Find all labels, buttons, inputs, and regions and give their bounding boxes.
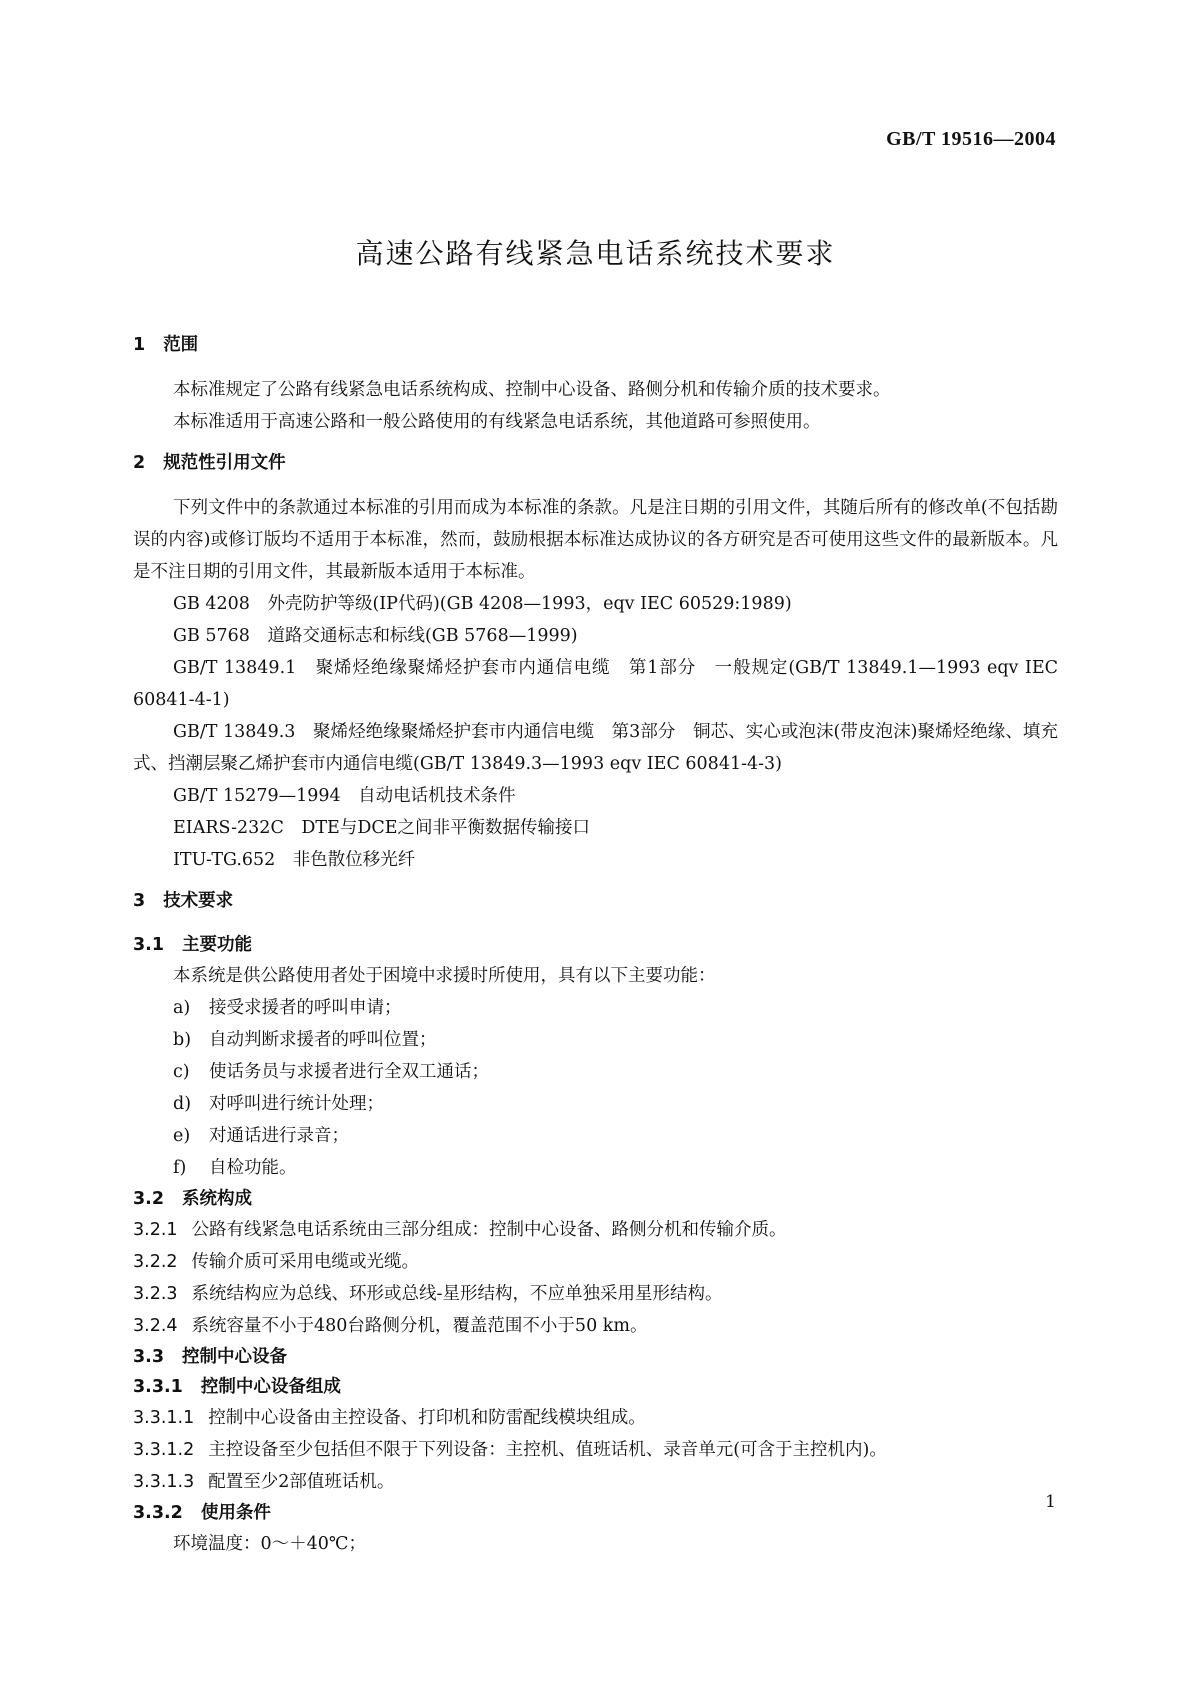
clause: 3.2.1 公路有线紧急电话系统由三部分组成：控制中心设备、路侧分机和传输介质。 <box>133 1220 787 1240</box>
reference-item: GB/T 13849.1 聚烯烃绝缘聚烯烃护套市内通信电缆 第1部分 一般规定(GB/T 13849.1—1993 eqv IEC 60841-4-1) <box>133 658 1058 710</box>
section-3-3-2-paragraph: 环境温度：0～＋40℃； <box>173 1534 366 1554</box>
section-3-1-heading: 3.1 主要功能 <box>133 935 253 955</box>
document-body <box>133 330 1058 1560</box>
reference-item: GB 5768 道路交通标志和标线(GB 5768—1999) <box>173 626 578 646</box>
section-1-heading: 1 范围 <box>133 335 199 355</box>
list-item: d) 对呼叫进行统计处理； <box>173 1094 384 1114</box>
list-item: a) 接受求援者的呼叫申请； <box>173 998 402 1018</box>
document-code: GB/T 19516—2004 <box>886 128 1056 150</box>
section-3-3-2-heading: 3.3.2 使用条件 <box>133 1503 271 1523</box>
clause: 3.2.2 传输介质可采用电缆或光缆。 <box>133 1252 420 1272</box>
section-1-paragraph-2: 本标准适用于高速公路和一般公路使用的有线紧急电话系统，其他道路可参照使用。 <box>173 412 821 432</box>
section-1-paragraph-1: 本标准规定了公路有线紧急电话系统构成、控制中心设备、路侧分机和传输介质的技术要求。 <box>173 380 891 400</box>
section-3-2-heading: 3.2 系统构成 <box>133 1189 253 1209</box>
reference-item: GB/T 13849.3 聚烯烃绝缘聚烯烃护套市内通信电缆 第3部分 铜芯、实心或泡沫(带皮泡沫)聚烯烃绝缘、填充式、挡潮层聚乙烯护套市内通信电缆(GB/T 13849.3—1993 eqv IEC 60841-4-3) <box>133 722 1058 774</box>
reference-item: ITU-TG.652 非色散位移光纤 <box>173 850 416 870</box>
section-3-3-heading: 3.3 控制中心设备 <box>133 1347 288 1367</box>
reference-item: GB 4208 外壳防护等级(IP代码)(GB 4208—1993，eqv IEC 60529:1989) <box>173 594 792 614</box>
list-item: b) 自动判断求援者的呼叫位置； <box>173 1030 437 1050</box>
section-3-3-1-heading: 3.3.1 控制中心设备组成 <box>133 1377 341 1397</box>
list-item: f) 自检功能。 <box>173 1158 297 1178</box>
reference-item: GB/T 15279—1994 自动电话机技术条件 <box>173 786 516 806</box>
clause: 3.2.3 系统结构应为总线、环形或总线-星形结构，不应单独采用星形结构。 <box>133 1284 723 1304</box>
list-item: c) 使话务员与求援者进行全双工通话； <box>173 1062 489 1082</box>
reference-item: EIARS-232C DTE与DCE之间非平衡数据传输接口 <box>173 818 591 838</box>
section-3-1-intro: 本系统是供公路使用者处于困境中求援时所使用，具有以下主要功能： <box>173 966 716 986</box>
list-item: e) 对通话进行录音； <box>173 1126 349 1146</box>
section-2-heading: 2 规范性引用文件 <box>133 453 286 473</box>
clause: 3.2.4 系统容量不小于480台路侧分机，覆盖范围不小于50 km。 <box>133 1316 648 1336</box>
clause: 3.3.1.2 主控设备至少包括但不限于下列设备：主控机、值班话机、录音单元(可含于主控机内)。 <box>133 1440 887 1460</box>
clause: 3.3.1.1 控制中心设备由主控设备、打印机和防雷配线模块组成。 <box>133 1408 646 1428</box>
section-3-heading: 3 技术要求 <box>133 891 234 911</box>
clause: 3.3.1.3 配置至少2部值班话机。 <box>133 1472 395 1492</box>
page-number: 1 <box>1045 1492 1056 1512</box>
section-2-intro: 下列文件中的条款通过本标准的引用而成为本标准的条款。凡是注日期的引用文件，其随后所有的修改单(不包括勘误的内容)或修订版均不适用于本标准，然而，鼓励根据本标准达成协议的各方研究是否可使用这些文件的最新版本。凡是不注日期的引用文件，其最新版本适用于本标准。 <box>133 498 1058 582</box>
document-title: 高速公路有线紧急电话系统技术要求 <box>355 237 836 270</box>
